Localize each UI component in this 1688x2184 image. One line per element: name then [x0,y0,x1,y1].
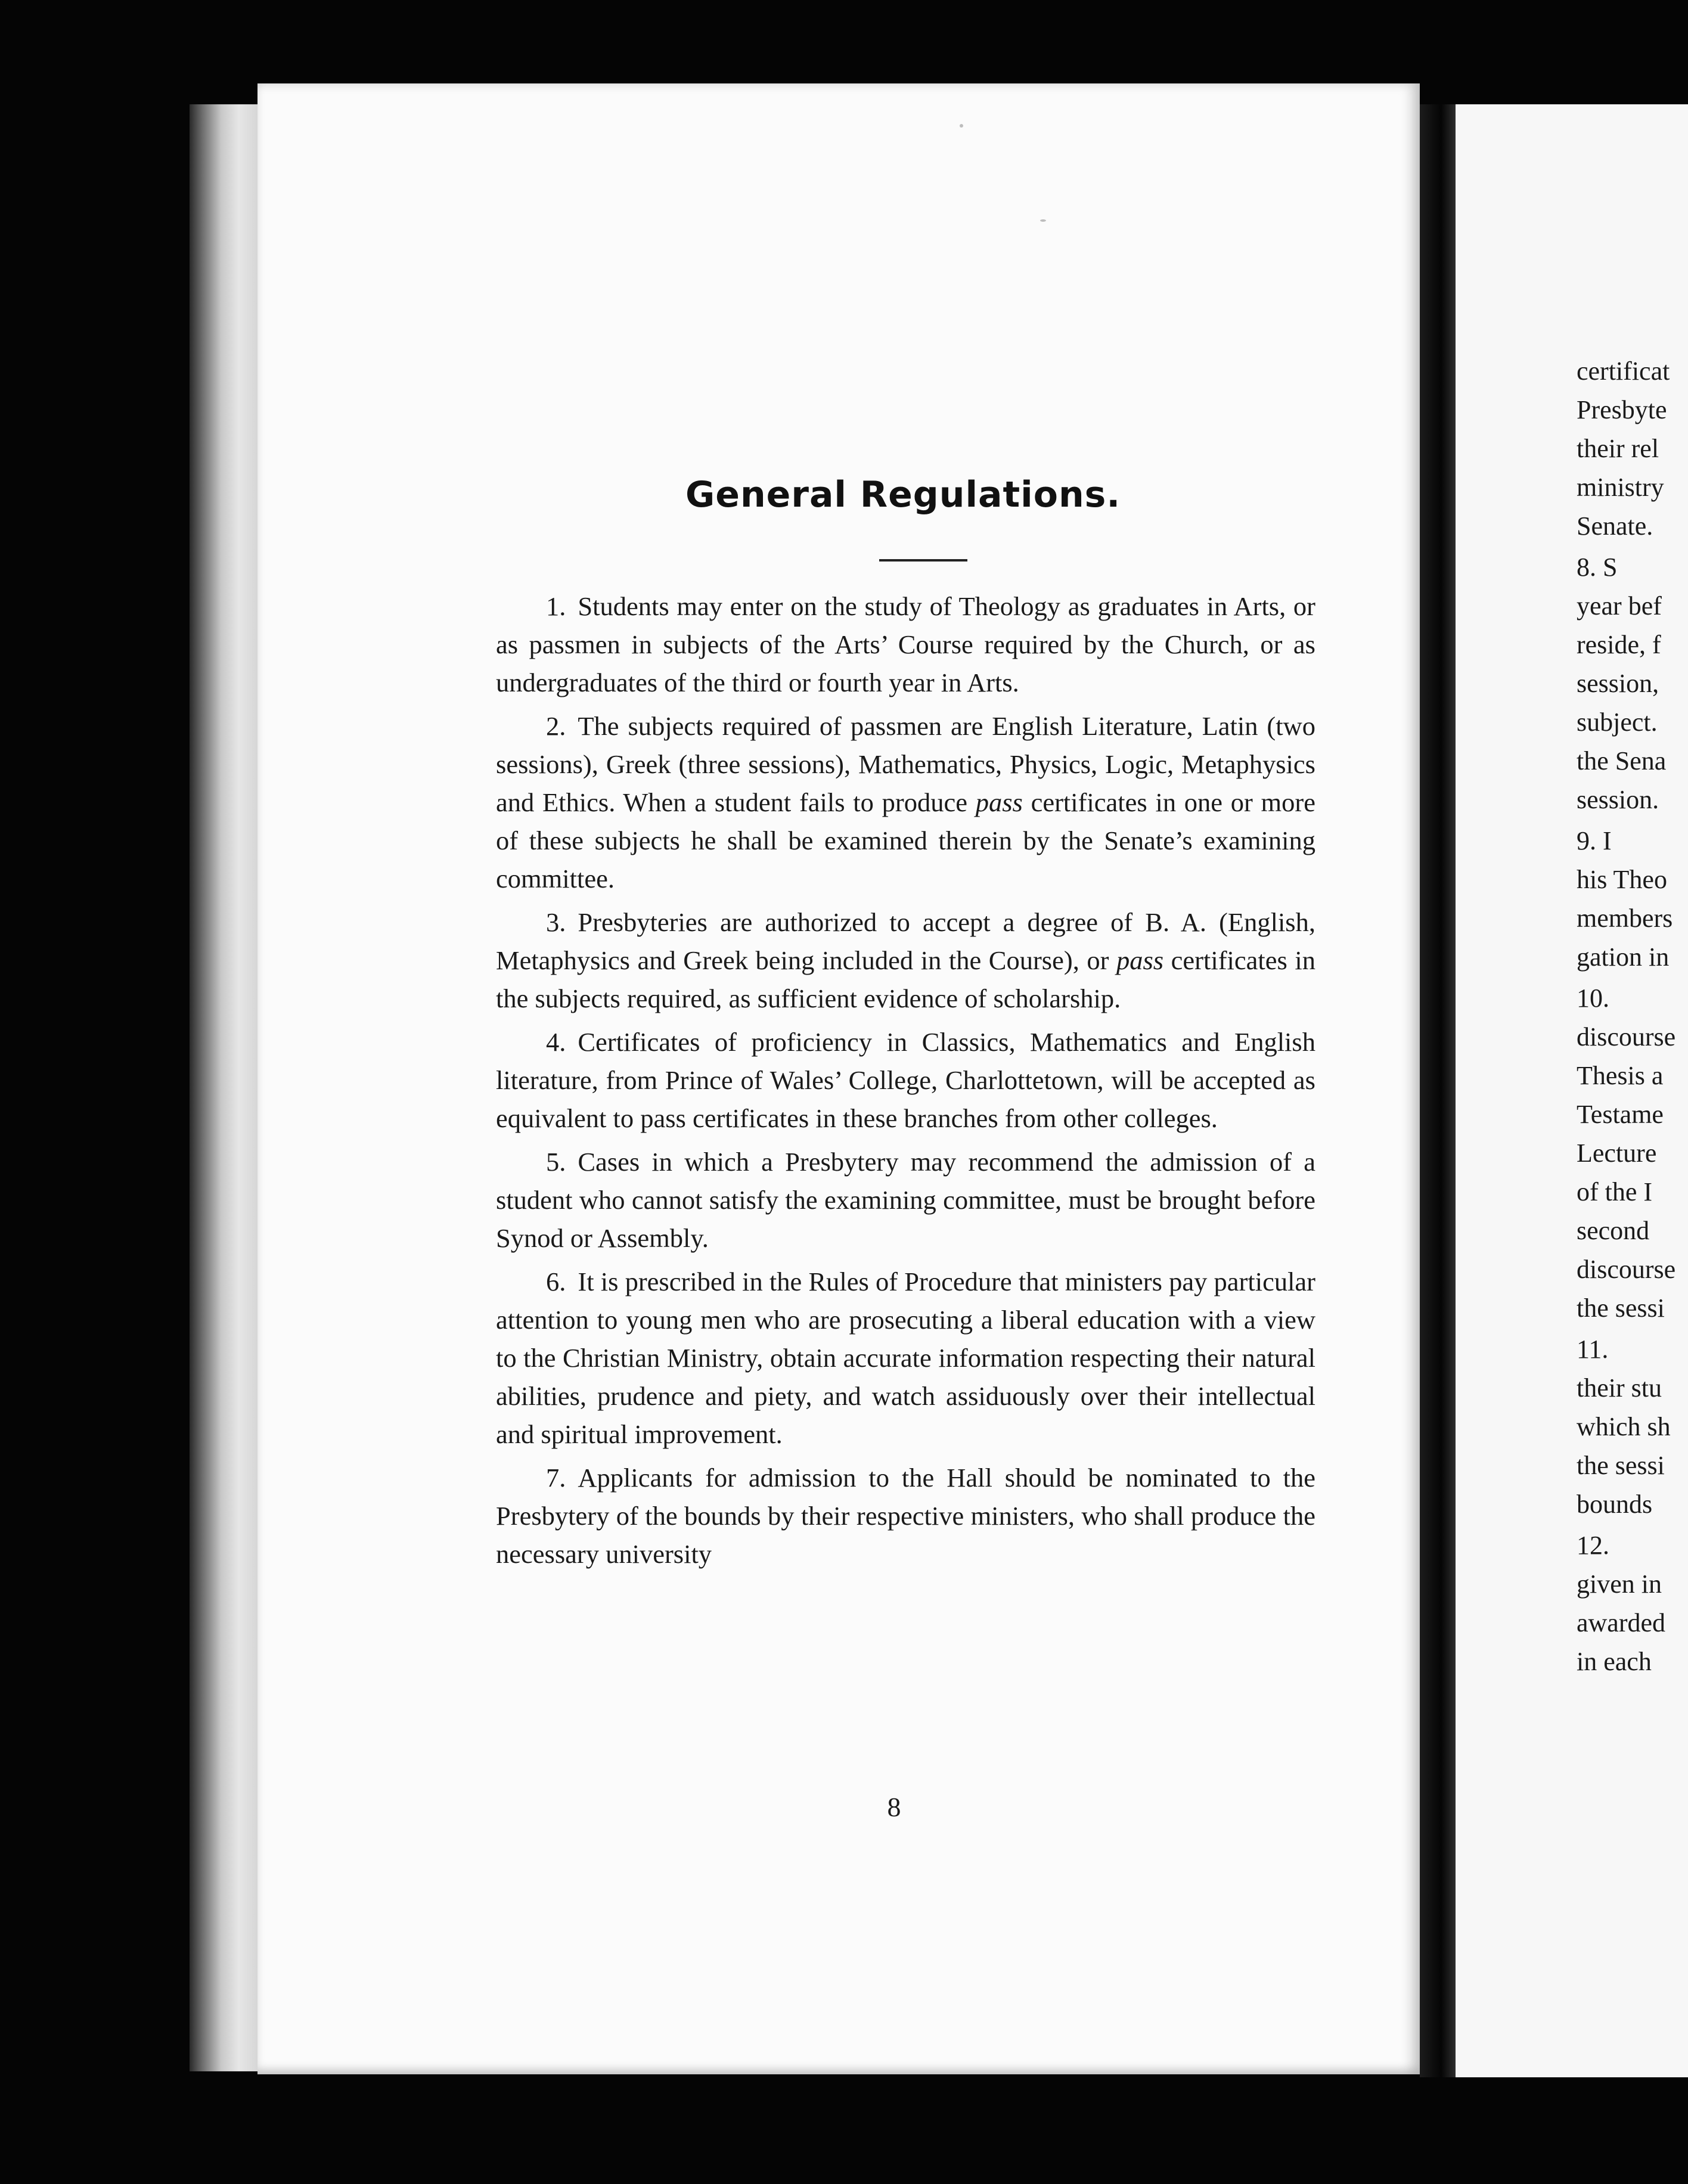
facing-page-line: Lecture [1577,1138,1657,1168]
paragraph-number: 2. [546,711,566,741]
facing-page-line: subject. [1577,708,1658,737]
regulation-paragraph [496,1459,1315,1573]
facing-page-line: second [1577,1216,1650,1245]
paragraph-text: The subjects required of passmen are English Literature, Latin (two sessions), Greek (three sessions), Mathematics, Physics, Logic, Metaphysics and Ethics. When a student fails to produce [496,711,1315,817]
facing-page-text [1577,352,1688,1681]
book-edge [190,104,260,2071]
page-number: 8 [887,1792,901,1822]
regulation-paragraph [496,707,1315,898]
facing-page-line: session, [1577,669,1659,698]
facing-page-line: session. [1577,785,1659,814]
facing-page-line: certificat [1577,356,1670,386]
facing-page-line: year bef [1577,591,1662,621]
paragraph-number: 6. [546,1267,566,1296]
regulations-text [496,587,1315,1578]
facing-page-line: members [1577,904,1673,933]
facing-page-line: 9. I [1577,826,1612,855]
speck [1040,219,1046,222]
paragraph-number: 1. [546,591,566,621]
regulation-paragraph [496,1023,1315,1137]
book-gutter [1420,104,1456,2077]
paragraph-number: 7. [546,1463,566,1493]
regulation-paragraph [496,903,1315,1017]
facing-page-line: bounds [1577,1490,1653,1519]
facing-page-line: his Theo [1577,865,1667,894]
facing-page-line: their stu [1577,1373,1662,1403]
facing-page-line: Thesis a [1577,1061,1664,1090]
facing-page-line: the sessi [1577,1451,1665,1480]
facing-page-line: discourse [1577,1022,1676,1051]
emphasis-text: pass [1116,945,1164,975]
facing-page-line: 8. S [1577,553,1618,582]
facing-page-line: in each [1577,1647,1652,1676]
facing-page-line: awarded [1577,1608,1666,1637]
speck [960,124,963,128]
facing-page-line: 11. [1577,1335,1609,1364]
paragraph-number: 4. [546,1027,566,1057]
facing-page-line: which sh [1577,1412,1671,1441]
title-rule [879,559,967,561]
emphasis-text: pass [975,787,1023,817]
facing-page-line: 12. [1577,1531,1609,1560]
paragraph-number: 3. [546,907,566,937]
facing-page-line: Testame [1577,1100,1664,1129]
page-title: General Regulations. [685,474,1121,516]
paragraph-number: 5. [546,1147,566,1177]
facing-page-line: 10. [1577,984,1609,1013]
paragraph-text: Certificates of proficiency in Classics, Mathematics and English literature, from Prince of Wales’ College, Charlottetown, will be accepted as equivalent to pass certificates in these branches from other colleges. [496,1027,1315,1133]
facing-page-line: the sessi [1577,1293,1665,1323]
regulation-paragraph [496,1143,1315,1257]
facing-page-line: of the I [1577,1177,1653,1206]
facing-page-line: their rel [1577,434,1659,463]
paragraph-text: certificates in the subjects required, as sufficient evidence of scholarship. [496,945,1316,1013]
facing-page-line: ministry [1577,473,1664,502]
facing-page-line: gation in [1577,942,1670,972]
paragraph-text: Applicants for admission to the Hall should be nominated to the Presbytery of the bounds by their respective ministers, who shall produce the necessary university [496,1463,1315,1569]
facing-page-line: discourse [1577,1255,1676,1284]
paragraph-text: It is prescribed in the Rules of Procedure that ministers pay particular attention to young men who are prosecuting a liberal education with a view to the Christian Ministry, obtain accurate information respecting their natural abilities, prudence and piety, and watch assiduously over their intellectual and spiritual improvement. [496,1267,1315,1449]
facing-page-line: Presbyte [1577,395,1667,424]
paragraph-text: certificates in one or more of these subjects he shall be examined therein by the Senate’s examining committee. [496,787,1315,894]
facing-page-line: Senate. [1577,511,1653,541]
facing-page-line: the Sena [1577,746,1667,775]
paragraph-text: Students may enter on the study of Theology as graduates in Arts, or as passmen in subjects of the Arts’ Course required by the Church, or as undergraduates of the third or fourth year in Arts. [496,591,1315,697]
paragraph-text: Presbyteries are authorized to accept a degree of B. A. (English, Metaphysics and Greek being included in the Course), or [496,907,1315,975]
facing-page-line: reside, f [1577,630,1661,659]
facing-page-line: given in [1577,1569,1662,1599]
paragraph-text: Cases in which a Presbytery may recommend the admission of a student who cannot satisfy the examining committee, must be brought before Synod or Assembly. [496,1147,1315,1253]
regulation-paragraph [496,1262,1315,1453]
regulation-paragraph [496,587,1315,702]
